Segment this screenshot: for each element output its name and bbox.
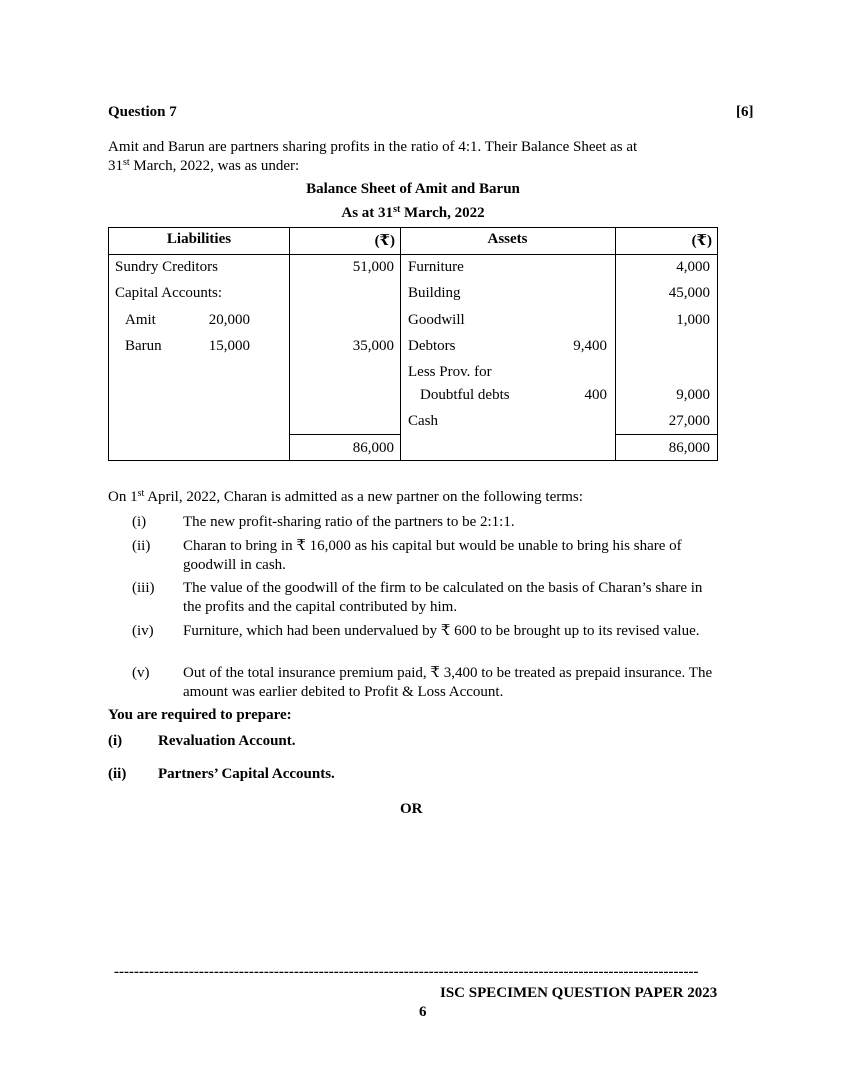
page-number: 6 xyxy=(419,1004,427,1020)
header-amount-liabilities: (₹) xyxy=(374,233,395,249)
sundry-creditors-amount: 51,000 xyxy=(352,259,394,275)
term-number: (iv) xyxy=(132,623,154,639)
subtitle-post: March, 2022 xyxy=(400,205,485,221)
required-text: Revaluation Account. xyxy=(158,733,296,749)
term-number: (v) xyxy=(132,665,150,681)
term-text: Out of the total insurance premium paid, ₹ 3,400 to be treated as prepaid insurance. The amount was earlier debited to Profit & Loss Account. xyxy=(183,665,713,700)
sundry-creditors-label: Sundry Creditors xyxy=(115,259,218,275)
barun-capital: 15,000 xyxy=(208,338,250,354)
assets-total-rule xyxy=(615,434,717,435)
cash-label: Cash xyxy=(408,413,438,429)
amit-capital: 20,000 xyxy=(208,312,250,328)
goodwill-label: Goodwill xyxy=(408,312,465,328)
header-assets: Assets xyxy=(487,231,528,247)
balance-sheet-title: Balance Sheet of Amit and Barun xyxy=(306,181,520,197)
term-number: (i) xyxy=(132,514,147,530)
admission-statement xyxy=(108,489,583,506)
intro-date-suffix: st xyxy=(123,157,130,168)
building-label: Building xyxy=(408,285,461,301)
footer-title: ISC SPECIMEN QUESTION PAPER 2023 xyxy=(440,985,718,1001)
question-marks: [6] xyxy=(736,104,754,120)
barun-label: Barun xyxy=(125,338,162,354)
balance-sheet-table xyxy=(108,227,718,461)
net-debtors-amount: 9,000 xyxy=(676,387,710,403)
admission-suffix: st xyxy=(137,488,145,499)
balance-sheet-subtitle xyxy=(108,205,718,222)
subtitle-pre: As at 31 xyxy=(341,205,394,221)
term-text: Charan to bring in ₹ 16,000 as his capital but would be unable to bring his share of goodwill in cash. xyxy=(183,538,682,573)
doubtful-debts-label: Doubtful debts xyxy=(420,387,510,403)
intro-paragraph xyxy=(108,138,720,176)
header-liabilities: Liabilities xyxy=(166,231,232,247)
intro-date-day: 31 xyxy=(108,158,123,174)
term-text: The value of the goodwill of the firm to be calculated on the basis of Charan’s share in the profits and the capital contributed by him. xyxy=(183,580,703,615)
debtors-label: Debtors xyxy=(408,338,456,354)
cash-amount: 27,000 xyxy=(668,413,710,429)
term-text: Furniture, which had been undervalued by ₹ 600 to be brought up to its revised value. xyxy=(183,623,700,639)
subtitle-suffix: st xyxy=(393,204,401,215)
admission-post: April, 2022, Charan is admitted as a new partner on the following terms: xyxy=(144,489,583,505)
admission-pre: On 1 xyxy=(108,489,138,505)
liabilities-total: 86,000 xyxy=(352,440,394,456)
required-heading: You are required to prepare: xyxy=(108,707,292,723)
amit-label: Amit xyxy=(125,312,156,328)
capital-total: 35,000 xyxy=(352,338,394,354)
term-text: The new profit-sharing ratio of the partners to be 2:1:1. xyxy=(183,514,515,530)
less-provision-label: Less Prov. for xyxy=(408,364,492,380)
goodwill-amount: 1,000 xyxy=(676,312,710,328)
footer-divider: --------------------------------------------------------------------------------------------------------------------- xyxy=(114,964,699,980)
required-number: (ii) xyxy=(108,766,127,782)
intro-line-2 xyxy=(108,157,720,176)
doubtful-debts-amount: 400 xyxy=(584,387,607,403)
assets-total: 86,000 xyxy=(668,440,710,456)
capital-accounts-label: Capital Accounts: xyxy=(115,285,223,301)
building-amount: 45,000 xyxy=(668,285,710,301)
furniture-label: Furniture xyxy=(408,259,464,275)
question-title: Question 7 xyxy=(108,104,177,120)
term-number: (iii) xyxy=(132,580,155,596)
header-amount-assets: (₹) xyxy=(691,233,712,249)
or-separator: OR xyxy=(400,801,423,817)
liabilities-total-rule xyxy=(289,434,400,435)
furniture-amount: 4,000 xyxy=(676,259,710,275)
table-header-rule xyxy=(109,254,717,255)
term-number: (ii) xyxy=(132,538,151,554)
debtors-amount: 9,400 xyxy=(573,338,607,354)
required-text: Partners’ Capital Accounts. xyxy=(158,766,335,782)
required-number: (i) xyxy=(108,733,123,749)
intro-date-rest: March, 2022, was as under: xyxy=(129,158,300,174)
table-divider xyxy=(400,228,401,460)
intro-line-1: Amit and Barun are partners sharing profits in the ratio of 4:1. Their Balance Sheet as at xyxy=(108,139,638,155)
